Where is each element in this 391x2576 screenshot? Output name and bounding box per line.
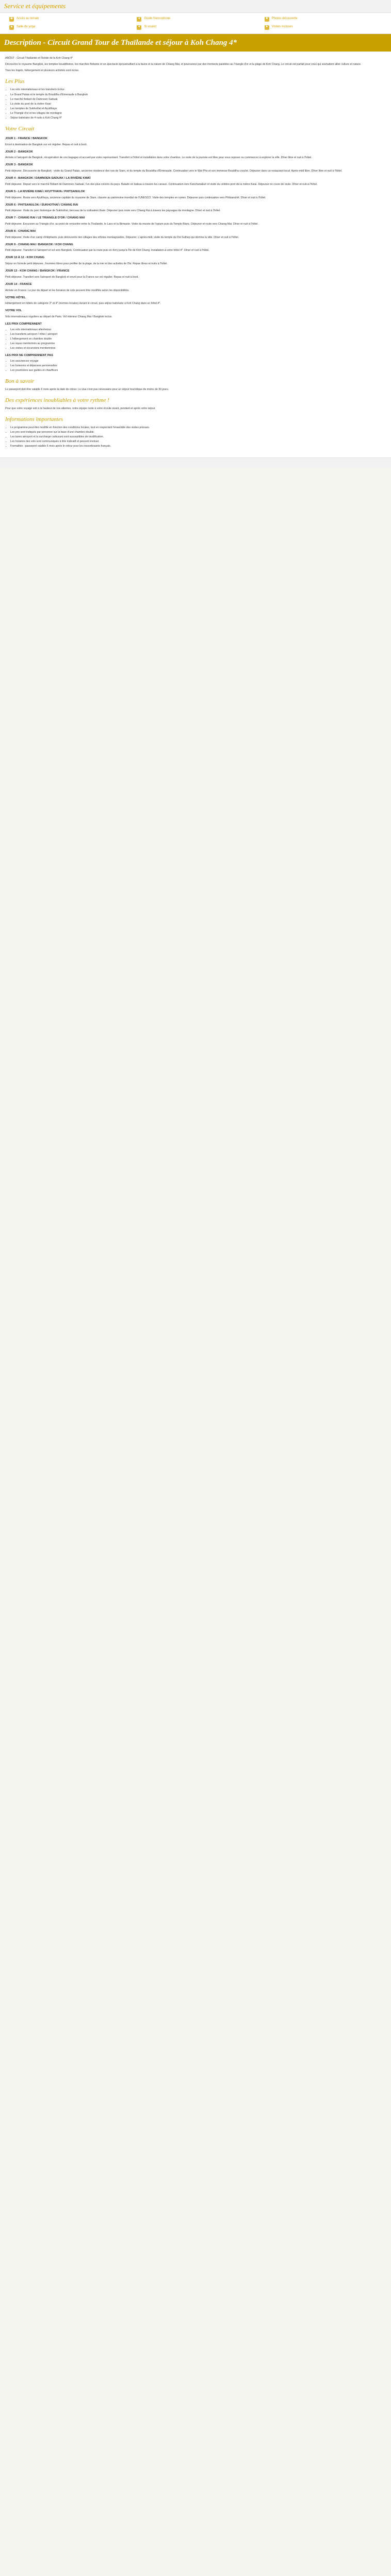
heart-icon: ♥ bbox=[137, 25, 141, 30]
intro-note: Tous les trajets, hébergement et plusieurs activités sont inclus. bbox=[5, 69, 79, 73]
list-item: • L'hébergement en chambre double bbox=[10, 337, 386, 341]
list-item: • Les assurances voyage bbox=[10, 359, 386, 363]
section-title-circuit: Votre Circuit bbox=[5, 125, 35, 132]
main-content bbox=[0, 52, 391, 457]
day-block bbox=[5, 229, 386, 240]
day-title: JOUR 13 - KOH CHANG / BANGKOK / FRANCE bbox=[5, 269, 70, 273]
day-text: Petit déjeuner. Visite du parc historique de Sukhothaï, berceau de la civilisation thaïe. Déjeuner puis route vers Chiang Rai à travers les paysages de montagne. Dîner et nuit à l'hôtel. bbox=[5, 209, 221, 213]
list-item: • Les transferts aéroport / hôtel / aéroport bbox=[10, 332, 386, 336]
day-block bbox=[5, 216, 386, 226]
inclus-title: LES PRIX COMPRENNENT bbox=[5, 323, 42, 326]
day-text: Petit déjeuner. Excursion au Triangle d'or, au point de rencontre entre la Thaïlande, le Laos et la Birmanie. Visite du musée de l'opium puis du Temple Blanc. Déjeuner et route vers Chiang Mai. Dîner et nuit à l'hôtel. bbox=[5, 222, 258, 226]
day-text: Petit déjeuner. Route vers Ayutthaya, ancienne capitale du royaume de Siam, classée au patrimoine mondial de l'UNESCO. Visite des temples en ruines. Déjeuner puis continuation vers Phitsanulok. Dîner et nuit à l'hôtel. bbox=[5, 196, 266, 199]
day-block bbox=[5, 243, 386, 253]
note-text: Vols internationaux réguliers au départ de Paris. Vol intérieur Chiang Mai / Bangkok inclus. bbox=[5, 315, 112, 318]
list-item: • Séjour balnéaire de 4 nuits à Koh Chang 4* bbox=[10, 116, 386, 120]
person-icon: ● bbox=[137, 17, 141, 22]
intro-text: Découvrez le royaume Bangkok, les temples bouddhistes, les marchés flottants et un spectacle époustouflant à la faune et la nature de Chiang Mai, et poursuivez par des moments paisibles au Triangle d'or et la plage de Koh Chang. Le circuit est parfait pour ceux qui souhaitent allier culture et nature. bbox=[5, 63, 362, 66]
day-text: Petit déjeuner. Découverte de Bangkok : visite du Grand Palais, ancienne résidence des rois de Siam, et du temple du Bouddha d'Émeraude. Continuation vers le Wat Pho et son immense Bouddha couché. Déjeuner dans un restaurant local. Après-midi libre. Dîner libre et nuit à l'hôtel. bbox=[5, 170, 343, 173]
experience-title: Des expériences inoubliables à votre rythme ! bbox=[5, 397, 109, 403]
page-title: Description - Circuit Grand Tour de Thaïlande et séjour à Koh Chang 4* bbox=[4, 39, 237, 47]
page-header-title: Service et équipements bbox=[4, 2, 66, 10]
nav-item-4[interactable] bbox=[132, 23, 259, 31]
important-list bbox=[10, 426, 386, 448]
day-block bbox=[5, 150, 386, 160]
yoga-icon: ▲ bbox=[9, 25, 14, 30]
page bbox=[0, 0, 391, 467]
day-title: JOUR 4 - BANGKOK / DAMNOEN SADUAK / LA RIVIÈRE KWAÏ bbox=[5, 177, 91, 180]
list-item: • Formalités : passeport valable 6 mois après le retour pour les ressortissants français. bbox=[10, 444, 386, 448]
day-title: JOUR 3 - BANGKOK bbox=[5, 163, 34, 167]
plus-list bbox=[10, 88, 386, 120]
note-block bbox=[5, 309, 386, 319]
day-text: Petit déjeuner. Visite d'un camp d'éléphants, puis découverte des villages des ethnies montagnardes. Déjeuner. L'après-midi, visite du temple du Doi Suthep qui domine la ville. Dîner et nuit à l'hôtel. bbox=[5, 235, 239, 239]
day-block bbox=[5, 203, 386, 213]
day-text: Petit déjeuner. Départ vers le marché flottant de Damnoen Saduak, l'un des plus colorés du pays. Balade en bateau à travers les canaux. Continuation vers Kanchanaburi et visite du célèbre pont de la rivière Kwaï. Déjeuner en cours de route. Dîner et nuit à l'hôtel. bbox=[5, 182, 318, 186]
day-block bbox=[5, 269, 386, 279]
day-block bbox=[5, 190, 386, 200]
list-item: • Les pourboires aux guides et chauffeurs bbox=[10, 368, 386, 372]
exclus-list bbox=[10, 359, 386, 372]
note-block bbox=[5, 296, 386, 306]
nav-item-label: Photos découverte bbox=[271, 17, 298, 21]
day-text: Arrivée à l'aéroport de Bangkok, récupération de vos bagages et accueil par votre représentant. Transfert à l'hôtel et installation dans votre chambre. Le reste de la journée est libre pour vous reposer ou commencer à explorer la ville. Dîner libre et nuit à l'hôtel. bbox=[5, 156, 312, 160]
day-title: JOUR 8 - CHIANG MAI bbox=[5, 230, 36, 233]
day-text: Petit déjeuner. Transfert vers l'aéroport de Bangkok et envol pour la France sur vol régulier. Repas et nuit à bord. bbox=[5, 275, 139, 279]
list-item: • Le Triangle d'or et les villages de montagne bbox=[10, 111, 386, 115]
day-title: JOUR 14 - FRANCE bbox=[5, 282, 32, 286]
nav-item-label: Accès au terrain bbox=[17, 17, 39, 21]
list-item: • Le marché flottant de Damnoen Saduak bbox=[10, 97, 386, 101]
nav-item-2[interactable] bbox=[259, 15, 387, 23]
service-nav bbox=[0, 13, 391, 34]
day-block bbox=[5, 176, 386, 187]
list-item: • Les temples de Sukhothaï et Ayutthaya bbox=[10, 107, 386, 111]
experience-text: Pour que votre voyage soit à la hauteur de vos attentes, notre équipe reste à votre écoute avant, pendant et après votre séjour. bbox=[5, 407, 156, 410]
list-item: • La visite du pont de la rivière Kwaï bbox=[10, 102, 386, 106]
list-item: • Les boissons et dépenses personnelles bbox=[10, 364, 386, 368]
day-block bbox=[5, 282, 386, 293]
day-title: JOUR 7 - CHIANG RAI / LE TRIANGLE D'OR / CHIANG MAI bbox=[5, 216, 85, 220]
nav-item-label: Salle de yoga bbox=[17, 25, 36, 29]
list-item: • Les visites et excursions mentionnées bbox=[10, 346, 386, 350]
nav-item-label: Visites incluses bbox=[271, 25, 293, 29]
note-text: Hébergement en hôtels de catégorie 3* et 4* (normes locales) durant le circuit, puis séjour balnéaire à Koh Chang dans un hôtel 4*. bbox=[5, 302, 161, 306]
list-item: • Les repas mentionnés au programme bbox=[10, 342, 386, 346]
list-item: • Les prix sont indiqués par personne sur la base d'une chambre double. bbox=[10, 430, 386, 434]
camera-icon: ■ bbox=[265, 17, 269, 22]
road-icon: ◆ bbox=[9, 17, 14, 22]
day-text: Arrivée en France. Le jour du départ et les horaires de vols peuvent être modifiés selon les disponibilités. bbox=[5, 289, 129, 292]
nav-item-label: Si voulez bbox=[144, 25, 157, 29]
section-title-plus: Les Plus bbox=[5, 78, 25, 85]
nav-item-0[interactable] bbox=[4, 15, 132, 23]
hero-banner bbox=[0, 34, 391, 52]
list-item: • Les horaires des vols sont communiqués à titre indicatif et peuvent évoluer. bbox=[10, 439, 386, 444]
intro-subtitle: ARÔST - Circuit Thaïlande et Floride de la Koh Chang 4* bbox=[5, 57, 73, 60]
info-title: Bon à savoir bbox=[5, 378, 35, 384]
list-item: • Les taxes aéroport et la surcharge carburant sont susceptibles de modification. bbox=[10, 435, 386, 439]
list-item: • Le Grand Palais et le temple du Bouddha d'Émeraude à Bangkok bbox=[10, 93, 386, 97]
day-block bbox=[5, 137, 386, 147]
exclus-title: LES PRIX NE COMPRENNENT PAS bbox=[5, 354, 53, 357]
day-title: JOUR 6 - PHITSANULOK / SUKHOTHAÏ / CHIANG RAI bbox=[5, 203, 78, 207]
footer bbox=[0, 457, 391, 467]
nav-item-1[interactable] bbox=[132, 15, 259, 23]
inclus-list bbox=[10, 328, 386, 350]
note-title: VOTRE VOL bbox=[5, 309, 22, 313]
header-bar bbox=[0, 0, 391, 13]
day-text: Petit déjeuner. Transfert à l'aéroport et vol vers Bangkok. Continuation par la route puis en ferry jusqu'à l'île de Koh Chang. Installation à votre hôtel 4*. Dîner et nuit à l'hôtel. bbox=[5, 249, 209, 252]
list-item: • Les vols internationaux et les transferts inclus bbox=[10, 88, 386, 92]
map-icon: ★ bbox=[265, 25, 269, 30]
important-title: Informations importantes bbox=[5, 416, 63, 423]
nav-item-label: Guide francophone bbox=[144, 17, 171, 21]
day-title: JOUR 5 - LA RIVIÈRE KWAÏ / AYUTTHAYA / PHITSANULOK bbox=[5, 190, 85, 193]
info-text: Le passeport doit être valable 6 mois après la date de retour. Le visa n'est pas nécessaire pour un séjour touristique de moins de 30 jours. bbox=[5, 387, 169, 391]
list-item: • Les vols internationaux aller/retour bbox=[10, 328, 386, 332]
day-title: JOUR 9 - CHIANG MAI / BANGKOK / KOH CHANG bbox=[5, 243, 73, 246]
day-title: JOUR 10 À 12 - KOH CHANG bbox=[5, 256, 45, 260]
list-item: • Le programme peut être modifié en fonction des conditions locales, tout en respectant l'ensemble des visites prévues. bbox=[10, 426, 386, 430]
nav-item-3[interactable] bbox=[4, 23, 132, 31]
day-block bbox=[5, 256, 386, 266]
day-text: Envol à destination de Bangkok sur vol régulier. Repas et nuit à bord. bbox=[5, 143, 87, 146]
day-block bbox=[5, 163, 386, 173]
nav-item-5[interactable] bbox=[259, 23, 387, 31]
day-title: JOUR 1 - FRANCE / BANGKOK bbox=[5, 137, 48, 140]
day-title: JOUR 2 - BANGKOK bbox=[5, 150, 34, 154]
note-title: VOTRE HÔTEL bbox=[5, 296, 26, 299]
day-text: Séjour en formule petit déjeuner. Journées libres pour profiter de la plage, de la mer et des activités de l'île. Repas libres et nuits à l'hôtel. bbox=[5, 262, 168, 266]
